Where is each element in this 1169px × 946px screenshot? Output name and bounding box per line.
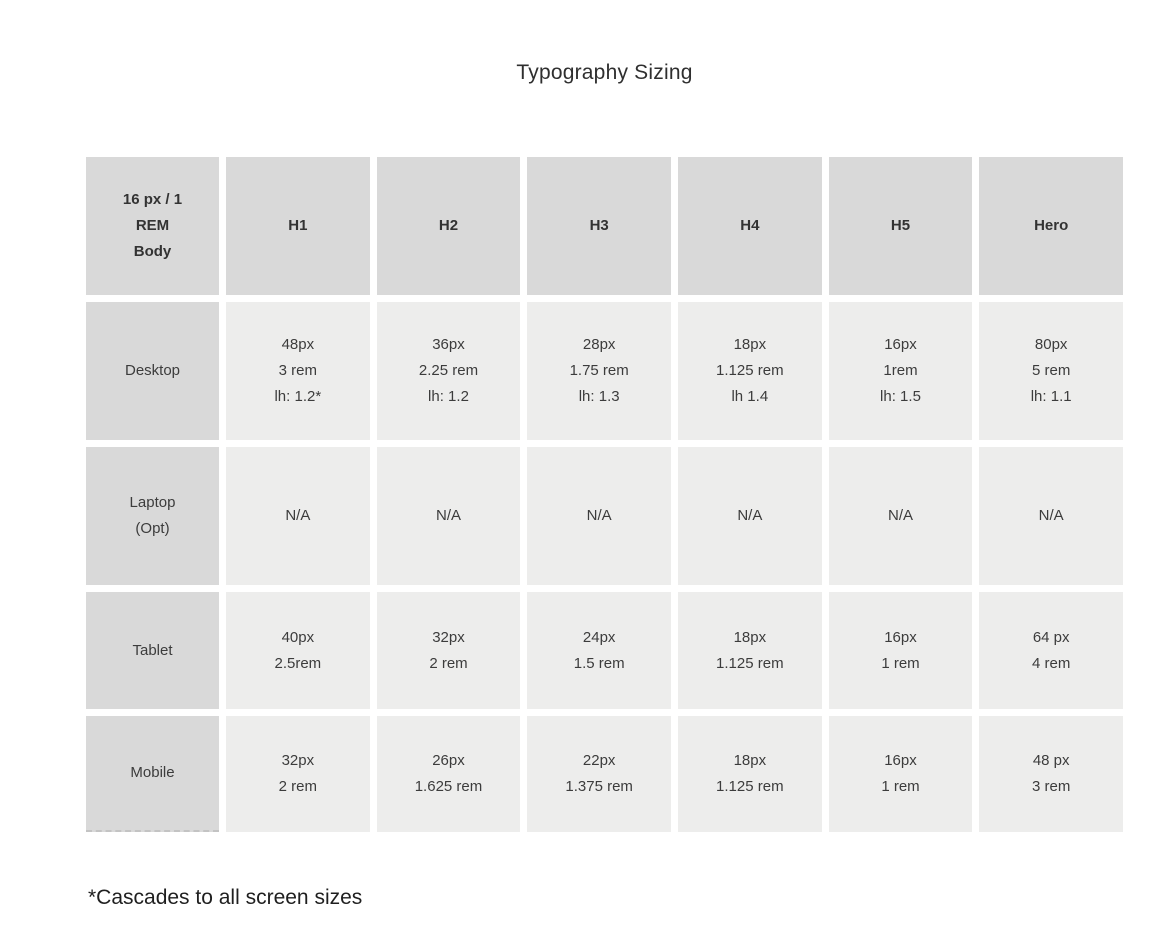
cell-line: 48 px — [1032, 752, 1070, 769]
page-title: Typography Sizing — [516, 61, 693, 84]
cell-line: 1 rem — [881, 654, 920, 672]
data-cell — [979, 447, 1123, 585]
cell-line: 1.75 rem — [569, 362, 629, 379]
header-cell-body — [86, 157, 219, 295]
cell-line: Laptop — [129, 494, 176, 511]
cell-line: 16px — [884, 628, 917, 646]
cell-line: Hero — [1034, 217, 1069, 234]
data-cell — [829, 302, 973, 440]
cell-line: 36px — [432, 336, 465, 353]
cell-line: Mobile — [130, 764, 175, 781]
cell-line: 2.25 rem — [418, 362, 479, 379]
header-cell-hero — [979, 157, 1123, 295]
cell-line: H3 — [589, 217, 609, 234]
cell-line: 18px — [733, 336, 767, 353]
cell-line: 26px — [432, 752, 465, 769]
cell-line: N/A — [737, 507, 763, 524]
data-cell — [377, 302, 521, 440]
data-cell — [377, 592, 521, 709]
cell-line: N/A — [285, 507, 311, 524]
cell-line: 3 rem — [1031, 778, 1071, 795]
header-cell-h5 — [829, 157, 973, 295]
cell-line: H1 — [288, 217, 308, 234]
cell-line: 18px — [733, 628, 767, 646]
cell-line: 1.125 rem — [716, 778, 784, 795]
data-cell — [979, 716, 1123, 832]
cell-line: 24px — [582, 628, 616, 646]
cell-line: 1.375 rem — [565, 778, 633, 795]
row-label-cell — [86, 716, 219, 832]
cell-line: 64 px — [1032, 628, 1070, 646]
cell-line: 16px — [884, 336, 917, 353]
data-cell — [377, 716, 521, 832]
cell-line: 1 rem — [881, 778, 920, 795]
cell-line: lh: 1.1 — [1030, 388, 1072, 405]
cell-line: 48px — [281, 336, 315, 353]
cell-line: N/A — [435, 507, 461, 524]
data-cell — [829, 716, 973, 832]
data-cell — [527, 716, 671, 832]
cell-line: 2.5rem — [274, 654, 322, 672]
data-cell — [226, 592, 370, 709]
cell-line: 80px — [1034, 336, 1068, 353]
cell-line: Desktop — [124, 362, 181, 379]
cell-line: 16px — [884, 752, 917, 769]
cell-line: 4 rem — [1031, 654, 1071, 672]
data-cell — [829, 447, 973, 585]
cell-line: H5 — [890, 217, 911, 234]
data-cell — [829, 592, 973, 709]
cell-line: Tablet — [132, 641, 173, 659]
data-cell — [226, 447, 370, 585]
cell-line: 1.625 rem — [414, 778, 483, 795]
data-cell — [979, 592, 1123, 709]
header-cell-h4 — [678, 157, 822, 295]
cell-line: N/A — [887, 507, 913, 524]
cell-line: lh: 1.5 — [880, 388, 921, 405]
row-label-cell — [86, 447, 219, 585]
data-cell — [527, 302, 671, 440]
cell-line: 32px — [432, 628, 465, 646]
cell-line: 40px — [281, 628, 315, 646]
cell-line: 1.125 rem — [716, 362, 784, 379]
cell-line: 5 rem — [1031, 362, 1071, 379]
cell-line: H2 — [438, 217, 459, 234]
header-cell-h1 — [226, 157, 370, 295]
data-cell — [527, 447, 671, 585]
data-cell — [979, 302, 1123, 440]
cell-line: 16 px / 1 — [122, 191, 183, 208]
cell-line: H4 — [740, 217, 760, 234]
cell-line: lh 1.4 — [731, 388, 769, 405]
header-cell-h3 — [527, 157, 671, 295]
row-label-cell — [86, 592, 219, 709]
cell-line: lh: 1.2* — [274, 388, 322, 405]
header-cell-h2 — [377, 157, 521, 295]
data-cell — [377, 447, 521, 585]
cell-line: REM — [135, 217, 170, 234]
cell-line: 1.5 rem — [573, 654, 625, 672]
cell-line: 1rem — [883, 362, 918, 379]
cell-line: 18px — [733, 752, 767, 769]
data-cell — [678, 447, 822, 585]
cell-line: 28px — [582, 336, 616, 353]
cell-line: 1.125 rem — [716, 654, 784, 672]
cell-line: 32px — [281, 752, 315, 769]
footnote: *Cascades to all screen sizes — [88, 886, 363, 909]
data-cell — [678, 716, 822, 832]
cell-line: Body — [133, 243, 172, 260]
cell-line: 22px — [582, 752, 616, 769]
data-cell — [527, 592, 671, 709]
typography-table — [86, 157, 1123, 832]
cell-line: 2 rem — [429, 654, 468, 672]
cell-line: N/A — [586, 507, 612, 524]
cell-line: lh: 1.3 — [578, 388, 620, 405]
cell-line: lh: 1.2 — [428, 388, 469, 405]
cell-line: N/A — [1038, 507, 1064, 524]
cell-line: 2 rem — [278, 778, 317, 795]
data-cell — [226, 716, 370, 832]
cell-line: (Opt) — [135, 520, 170, 537]
data-cell — [226, 302, 370, 440]
data-cell — [678, 592, 822, 709]
data-cell — [678, 302, 822, 440]
row-label-cell — [86, 302, 219, 440]
cell-line: 3 rem — [278, 362, 317, 379]
